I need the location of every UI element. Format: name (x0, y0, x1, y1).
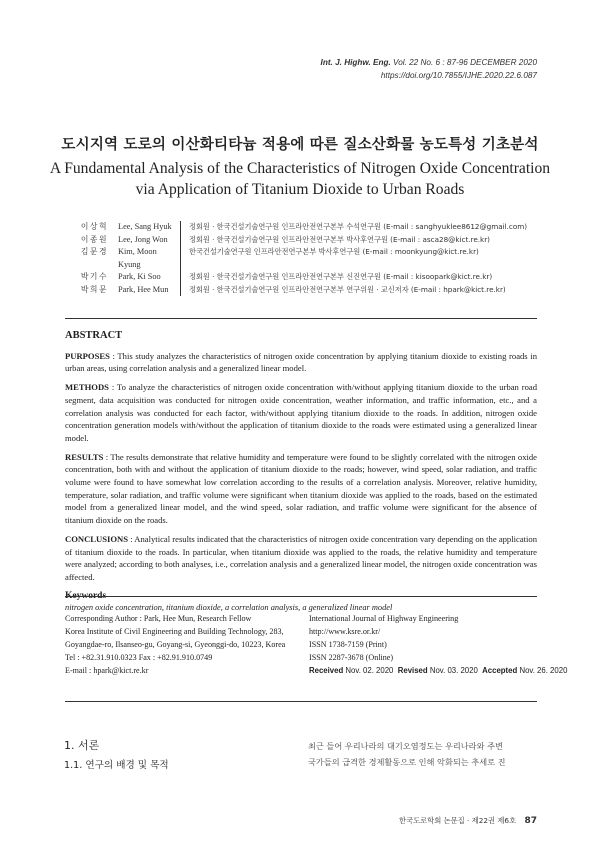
author-name-ko: 이종원 (80, 234, 108, 244)
page-number: 87 (524, 816, 537, 826)
conclusions-label: CONCLUSIONS (65, 533, 129, 544)
author-row (66, 246, 527, 271)
methods-label: METHODS (65, 382, 109, 393)
conclusions-text: : Analytical results indicated that the characteristics of nitrogen oxide concentration vary depending on the application of titanium dioxide to the roads. In particular, when titanium dioxide was applied to the roads, the relative humidity and temperature were analyzed; according to both analyses, i.e., correlation analysis and a generalized linear model, the nitrogen oxide concentration was affected. (65, 533, 537, 582)
author-affiliation: 한국건설기술연구원 인프라안전연구본부 박사후연구원 (E-mail : moonkyung@kict.re.kr) (180, 246, 479, 271)
body-line: 국가들의 급격한 경제활동으로 인해 악화되는 추세로 진 (308, 757, 506, 767)
author-affiliation: 정회원 · 한국건설기술연구원 인프라안전연구본부 신진연구원 (E-mail : kisoopark@kict.re.kr) (180, 271, 492, 284)
title-korean: 도시지역 도로의 이산화티타늄 적용에 따른 질소산화물 농도특성 기초분석 (61, 137, 539, 153)
methods-paragraph (65, 381, 537, 445)
divider (65, 596, 537, 597)
correspondence-email[interactable]: E-mail : hpark@kict.re.kr (65, 666, 149, 675)
correspondence-line: Corresponding Author : Park, Hee Mun, Research Fellow (65, 614, 252, 623)
author-name-en: Lee, Sang Hyuk (118, 222, 172, 231)
title-english-line2: via Application of Titanium Dioxide to Urban Roads (135, 181, 465, 198)
author-name-en: Kim, Moon Kyung (118, 247, 157, 269)
author-name-en: Park, Ki Soo (118, 272, 161, 281)
received-date: Nov. 02. 2020 (345, 666, 394, 675)
purposes-label: PURPOSES (65, 350, 110, 361)
footer-journal: 한국도로학회 논문집 · 제22권 제6호 (398, 816, 517, 825)
title-english (0, 158, 600, 200)
author-name-ko: 이상혁 (80, 222, 108, 231)
author-affiliation: 정회원 · 한국건설기술연구원 인프라안전연구본부 박사후연구원 (E-mail : asca28@kict.re.kr) (180, 234, 490, 247)
revised-label: Revised (397, 666, 428, 675)
journal-info-issn-online: ISSN 2287-3678 (Online) (309, 653, 394, 662)
keywords-text: nitrogen oxide concentration, titanium dioxide, a correlation analysis, a generalized linear model (65, 603, 393, 613)
received-label: Received (309, 666, 344, 675)
abstract-heading: ABSTRACT (65, 330, 123, 341)
revised-date: Nov. 03. 2020 (429, 666, 478, 675)
results-paragraph (65, 451, 537, 527)
journal-header (321, 56, 537, 82)
correspondence-line: Tel : +82.31.910.0323 Fax : +82.91.910.0749 (65, 653, 213, 662)
correspondence-line: Korea Institute of Civil Engineering and Building Technology, 283, (65, 627, 284, 636)
author-affiliation: 정회원 · 한국건설기술연구원 인프라안전연구본부 연구위원 · 교신저자 (E-mail : hpark@kict.re.kr) (180, 284, 506, 297)
conclusions-paragraph (65, 533, 537, 584)
author-affiliation: 정회원 · 한국건설기술연구원 인프라안전연구본부 수석연구원 (E-mail : sanghyuklee8612@gmail.com) (180, 221, 527, 234)
author-row (66, 221, 527, 234)
divider (65, 318, 537, 319)
journal-info-url[interactable]: http://www.ksre.or.kr/ (309, 627, 381, 636)
page-footer (399, 816, 537, 826)
results-text: : The results demonstrate that relative humidity and temperature were found to be slightly correlated with the nitrogen oxide concentration, both with and without the application of titanium dioxide to the roads; however, wind speed, solar radiation, and traffic volume were found to have somewhat low correlation according to the results of a correlation analysis. Moreover, relative humidity, temperature, solar radiation, and traffic volume were significant when titanium dioxide was applied to the roads, based on the estimated model from a generalized linear model, and the wind speed, solar radiation, and traffic volume were significant for the absence of titanium dioxide on the roads. (65, 451, 537, 526)
journal-info-name: International Journal of Highway Engineering (309, 614, 459, 623)
title-english-line1: A Fundamental Analysis of the Characteristics of Nitrogen Oxide Concentration (49, 160, 551, 177)
accepted-date: Nov. 26. 2020 (519, 666, 568, 675)
journal-issue: Vol. 22 No. 6 : 87-96 DECEMBER 2020 (393, 58, 537, 67)
author-name-ko: 김문경 (80, 247, 108, 256)
purposes-text: : This study analyzes the characteristics of nitrogen oxide concentration by applying titanium dioxide to existing roads in urban areas, using correlation analysis and a generalized linear model. (65, 350, 537, 374)
correspondence-line: Goyangdae-ro, Ilsanseo-gu, Goyang-si, Gyeonggi-do, 10223, Korea (65, 640, 286, 649)
section-heading: 1. 서론 (64, 739, 100, 752)
body-line: 최근 들어 우리나라의 대기오염정도는 우리나라와 주변 (308, 741, 503, 751)
author-row (66, 234, 527, 247)
purposes-paragraph (65, 350, 537, 375)
author-name-ko: 박희문 (80, 284, 108, 294)
journal-info-issn-print: ISSN 1738-7159 (Print) (309, 640, 387, 649)
subsection-heading: 1.1. 연구의 배경 및 목적 (64, 760, 169, 771)
results-label: RESULTS (65, 451, 104, 462)
methods-text: : To analyze the characteristics of nitrogen oxide concentration with/without applying titanium dioxide to the urban road segment, data acquisition was conducted for nitrogen oxide concentration, weather information, and traffic information, etc., and a correlation analysis was conducted for each factor, with/without applying titanium dioxide to the roads. In addition, nitrogen oxide concentration generation models with/without the application of titanium dioxide to the roads were estimated using a generalized linear model. (65, 382, 537, 443)
abstract-section (65, 330, 537, 615)
body-text (308, 738, 538, 770)
journal-info-block (309, 612, 567, 677)
correspondence-block (65, 612, 285, 677)
accepted-label: Accepted (482, 666, 518, 675)
author-row (66, 271, 527, 284)
author-name-en: Park, Hee Mun (118, 284, 169, 294)
doi-link[interactable]: https://doi.org/10.7855/IJHE.2020.22.6.087 (380, 71, 537, 80)
divider (65, 701, 537, 702)
history-dates (309, 664, 567, 677)
journal-name: Int. J. Highw. Eng. (320, 58, 391, 67)
author-row (66, 284, 527, 297)
author-list (66, 221, 527, 296)
author-name-en: Lee, Jong Won (118, 234, 168, 244)
author-name-ko: 박기수 (80, 272, 108, 281)
